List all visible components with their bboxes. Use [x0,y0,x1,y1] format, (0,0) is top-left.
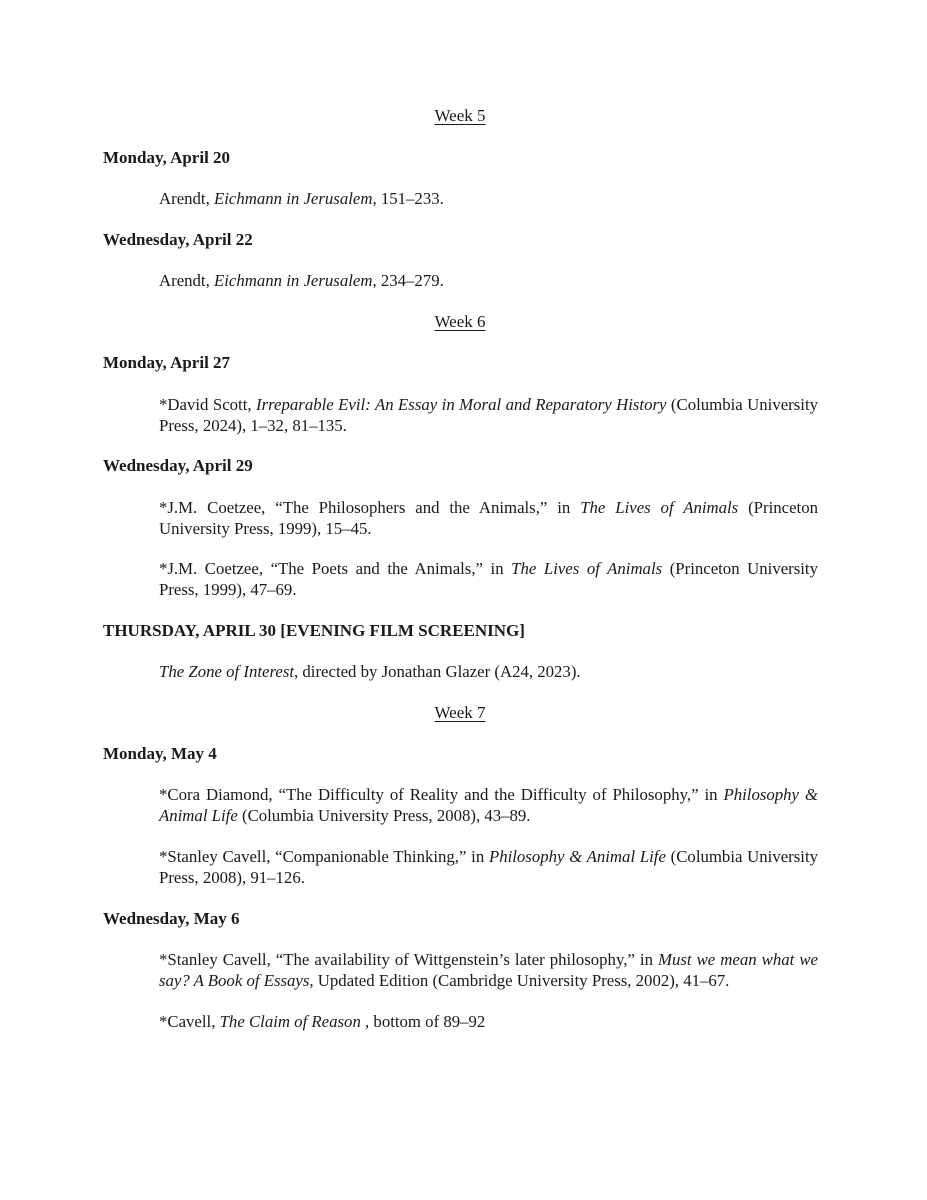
reading-entry: *J.M. Coetzee, “The Philosophers and the Animals,” in The Lives of Animals (Princeton University Press, 1999), 15–45. [159,498,818,538]
day-heading: Monday, April 20 [103,148,231,167]
reading-entry: *Stanley Cavell, “Companionable Thinking,” in Philosophy & Animal Life (Columbia University Press, 2008), 91–126. [159,847,818,887]
reading-entry: *Cavell, The Claim of Reason , bottom of 89–92 [159,1012,486,1031]
week-heading: Week 7 [434,703,486,722]
reading-entry: *Stanley Cavell, “The availability of Wittgenstein’s later philosophy,” in Must we mean what we say? A Book of Essays, Updated Edition (Cambridge University Press, 2002), 41–67. [159,950,818,990]
reading-entry: *J.M. Coetzee, “The Poets and the Animals,” in The Lives of Animals (Princeton University Press, 1999), 47–69. [159,559,818,599]
week-heading: Week 5 [434,106,486,125]
day-heading: Monday, May 4 [103,744,217,763]
day-heading: Wednesday, April 29 [103,456,253,475]
day-heading: Monday, April 27 [103,353,231,372]
reading-entry: The Zone of Interest, directed by Jonathan Glazer (A24, 2023). [159,662,581,681]
day-heading: Wednesday, May 6 [103,909,240,928]
day-heading: Wednesday, April 22 [103,230,253,249]
week-heading: Week 6 [434,312,486,331]
reading-entry: Arendt, Eichmann in Jerusalem, 151–233. [159,189,444,208]
reading-entry: *David Scott, Irreparable Evil: An Essay in Moral and Reparatory History (Columbia University Press, 2024), 1–32, 81–135. [159,395,819,435]
reading-entry: Arendt, Eichmann in Jerusalem, 234–279. [159,271,444,290]
day-heading: THURSDAY, APRIL 30 [EVENING FILM SCREENING] [103,621,525,640]
reading-entry: *Cora Diamond, “The Difficulty of Reality and the Difficulty of Philosophy,” in Philosophy & Animal Life (Columbia University Press, 2008), 43–89. [159,785,818,825]
